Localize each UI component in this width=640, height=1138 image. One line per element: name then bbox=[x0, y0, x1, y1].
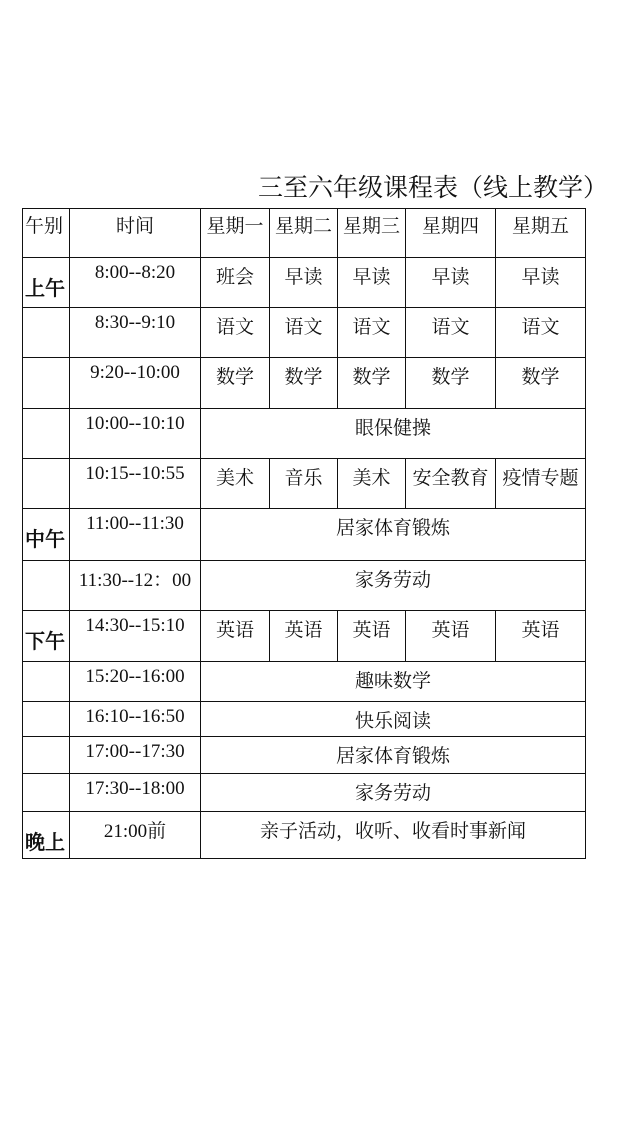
time-cell: 10:00--10:10 bbox=[70, 409, 201, 459]
table-row bbox=[23, 258, 586, 308]
activity-cell: 亲子活动，收听、收看时事新闻 bbox=[201, 812, 586, 859]
activity-cell: 居家体育锻炼 bbox=[201, 509, 586, 561]
subject-cell: 数学 bbox=[201, 358, 270, 409]
activity-cell: 居家体育锻炼 bbox=[201, 737, 586, 774]
subject-cell: 数学 bbox=[270, 358, 338, 409]
time-cell: 8:00--8:20 bbox=[70, 258, 201, 308]
page-title: 三至六年级课程表（线上教学） bbox=[258, 173, 609, 202]
activity-cell: 眼保健操 bbox=[201, 409, 586, 459]
subject-cell: 语文 bbox=[496, 308, 586, 358]
period-label bbox=[23, 459, 70, 509]
subject-cell: 音乐 bbox=[270, 459, 338, 509]
header-day: 星期四 bbox=[406, 209, 496, 258]
subject-cell: 班会 bbox=[201, 258, 270, 308]
subject-cell: 早读 bbox=[406, 258, 496, 308]
subject-cell: 英语 bbox=[201, 611, 270, 662]
activity-cell: 趣味数学 bbox=[201, 662, 586, 702]
subject-cell: 早读 bbox=[270, 258, 338, 308]
header-day: 星期二 bbox=[270, 209, 338, 258]
time-cell: 14:30--15:10 bbox=[70, 611, 201, 662]
period-label bbox=[23, 358, 70, 409]
period-label: 上午 bbox=[23, 258, 70, 308]
header-time: 时间 bbox=[70, 209, 201, 258]
header-day: 星期三 bbox=[338, 209, 406, 258]
header-day: 星期一 bbox=[201, 209, 270, 258]
table-row bbox=[23, 561, 586, 611]
time-cell: 15:20--16:00 bbox=[70, 662, 201, 702]
subject-cell: 安全教育 bbox=[406, 459, 496, 509]
table-row bbox=[23, 774, 586, 812]
table-row bbox=[23, 812, 586, 859]
subject-cell: 英语 bbox=[406, 611, 496, 662]
period-label bbox=[23, 737, 70, 774]
time-cell: 9:20--10:00 bbox=[70, 358, 201, 409]
time-cell: 16:10--16:50 bbox=[70, 702, 201, 737]
subject-cell: 早读 bbox=[338, 258, 406, 308]
subject-cell: 数学 bbox=[496, 358, 586, 409]
table-row bbox=[23, 308, 586, 358]
period-label bbox=[23, 561, 70, 611]
subject-cell: 英语 bbox=[270, 611, 338, 662]
activity-cell: 家务劳动 bbox=[201, 561, 586, 611]
period-label bbox=[23, 702, 70, 737]
time-cell: 21:00前 bbox=[70, 812, 201, 859]
period-label bbox=[23, 774, 70, 812]
table-row bbox=[23, 409, 586, 459]
time-cell: 17:30--18:00 bbox=[70, 774, 201, 812]
subject-cell: 语文 bbox=[338, 308, 406, 358]
header-row bbox=[23, 209, 586, 258]
table-row bbox=[23, 358, 586, 409]
period-label bbox=[23, 409, 70, 459]
time-cell: 11:30--12：00 bbox=[70, 561, 201, 611]
table-row bbox=[23, 611, 586, 662]
period-label: 晚上 bbox=[23, 812, 70, 859]
time-cell: 17:00--17:30 bbox=[70, 737, 201, 774]
subject-cell: 语文 bbox=[270, 308, 338, 358]
table-row bbox=[23, 509, 586, 561]
subject-cell: 美术 bbox=[338, 459, 406, 509]
subject-cell: 英语 bbox=[496, 611, 586, 662]
time-cell: 8:30--9:10 bbox=[70, 308, 201, 358]
subject-cell: 数学 bbox=[338, 358, 406, 409]
schedule-table bbox=[22, 208, 586, 859]
table-row bbox=[23, 702, 586, 737]
table-row bbox=[23, 459, 586, 509]
time-cell: 11:00--11:30 bbox=[70, 509, 201, 561]
subject-cell: 美术 bbox=[201, 459, 270, 509]
header-period: 午别 bbox=[23, 209, 70, 258]
time-cell: 10:15--10:55 bbox=[70, 459, 201, 509]
subject-cell: 英语 bbox=[338, 611, 406, 662]
period-label bbox=[23, 308, 70, 358]
activity-cell: 快乐阅读 bbox=[201, 702, 586, 737]
subject-cell: 语文 bbox=[201, 308, 270, 358]
table-row bbox=[23, 662, 586, 702]
period-label: 中午 bbox=[23, 509, 70, 561]
period-label bbox=[23, 662, 70, 702]
subject-cell: 疫情专题 bbox=[496, 459, 586, 509]
subject-cell: 语文 bbox=[406, 308, 496, 358]
subject-cell: 早读 bbox=[496, 258, 586, 308]
period-label: 下午 bbox=[23, 611, 70, 662]
header-day: 星期五 bbox=[496, 209, 586, 258]
activity-cell: 家务劳动 bbox=[201, 774, 586, 812]
subject-cell: 数学 bbox=[406, 358, 496, 409]
table-row bbox=[23, 737, 586, 774]
